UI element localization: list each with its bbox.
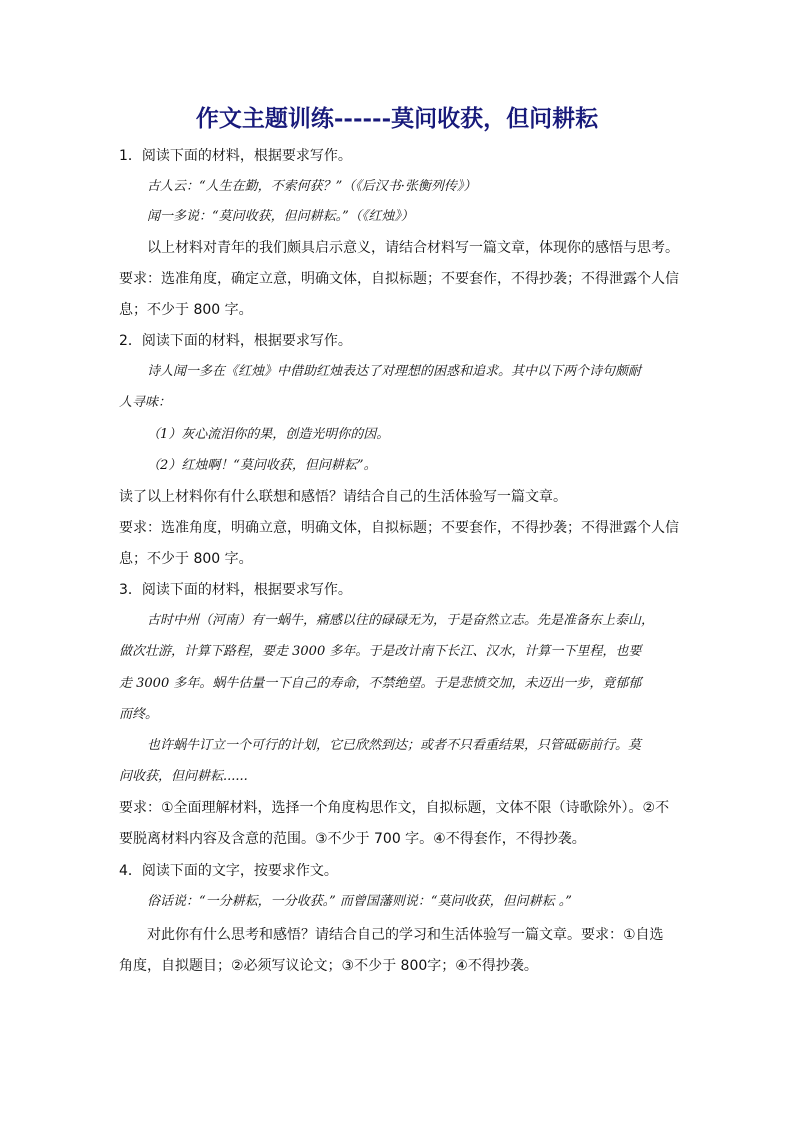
q4-heading: 4．阅读下面的文字，按要求作文。 bbox=[119, 863, 338, 879]
q2-heading: 2．阅读下面的材料，根据要求写作。 bbox=[119, 333, 352, 349]
q3-requirement-line-1: 要求：①全面理解材料，选择一个角度构思作文，自拟标题，文体不限（诗歌除外）。②不 bbox=[119, 800, 670, 816]
q3-heading: 3．阅读下面的材料，根据要求写作。 bbox=[119, 582, 352, 598]
q3-story-1-line-2: 做次壮游，计算下路程，要走 3000 多年。于是改计南下长江、汉水，计算一下里程，也要 bbox=[119, 644, 642, 659]
q1-heading: 1．阅读下面的材料，根据要求写作。 bbox=[119, 148, 352, 164]
q4-quote: 俗话说：“一分耕耘，一分收获。” 而曾国藩则说：“莫问收获，但问耕耘 。” bbox=[147, 894, 572, 909]
q4-para-line-1: 对此你有什么思考和感悟？请结合自己的学习和生活体验写一篇文章。要求：①自选 bbox=[147, 927, 664, 943]
q2-para-2-line-2: 息；不少于 800 字。 bbox=[119, 551, 253, 567]
q2-item-2: （2）红烛啊！“莫问收获，但问耕耘”。 bbox=[147, 458, 377, 473]
q1-para-line-3: 息；不少于 800 字。 bbox=[119, 302, 253, 318]
q4-para-line-2: 角度，自拟题目；②必须写议论文；③不少于 800字；④不得抄袭。 bbox=[119, 958, 538, 974]
q1-quote-1: 古人云：“人生在勤，不索何获？”（《后汉书·张衡列传》） bbox=[147, 179, 477, 194]
q3-story-2-line-2: 问收获，但问耕耘...... bbox=[119, 769, 248, 784]
q2-quote-line-1: 诗人闻一多在《红烛》中借助红烛表达了对理想的困惑和追求。其中以下两个诗句颇耐 bbox=[147, 364, 642, 379]
document-title: 作文主题训练------莫问收获，但问耕耘 bbox=[195, 105, 599, 132]
q3-story-1-line-3: 走 3000 多年。蜗牛估量一下自己的寿命，不禁绝望。于是悲愤交加，未迈出一步，竟郁郁 bbox=[119, 676, 642, 691]
q3-story-1-line-1: 古时中州（河南）有一蜗牛，痛感以往的碌碌无为，于是奋然立志。先是准备东上泰山， bbox=[147, 613, 655, 628]
q2-para-1: 读了以上材料你有什么联想和感悟？请结合自己的生活体验写一篇文章。 bbox=[119, 489, 567, 505]
q2-item-1: （1）灰心流泪你的果，创造光明你的因。 bbox=[147, 427, 390, 442]
q1-para-line-1: 以上材料对青年的我们颇具启示意义，请结合材料写一篇文章，体现你的感悟与思考。 bbox=[147, 240, 679, 256]
q1-para-line-2: 要求：选准角度，确定立意，明确文体，自拟标题；不要套作，不得抄袭；不得泄露个人信 bbox=[119, 271, 679, 287]
q3-story-1-line-4: 而终。 bbox=[119, 707, 159, 722]
q1-quote-2: 闻一多说：“莫问收获，但问耕耘。”（《红烛》） bbox=[147, 209, 414, 224]
q3-story-2-line-1: 也许蜗牛订立一个可行的计划，它已欣然到达；或者不只看重结果，只管砥砺前行。莫 bbox=[147, 738, 642, 753]
q3-requirement-line-2: 要脱离材料内容及含意的范围。③不少于 700 字。④不得套作，不得抄袭。 bbox=[119, 831, 586, 847]
q2-para-2-line-1: 要求：选准角度，明确立意，明确文体，自拟标题；不要套作，不得抄袭；不得泄露个人信 bbox=[119, 520, 679, 536]
q2-quote-line-2: 人寻味： bbox=[119, 395, 172, 410]
